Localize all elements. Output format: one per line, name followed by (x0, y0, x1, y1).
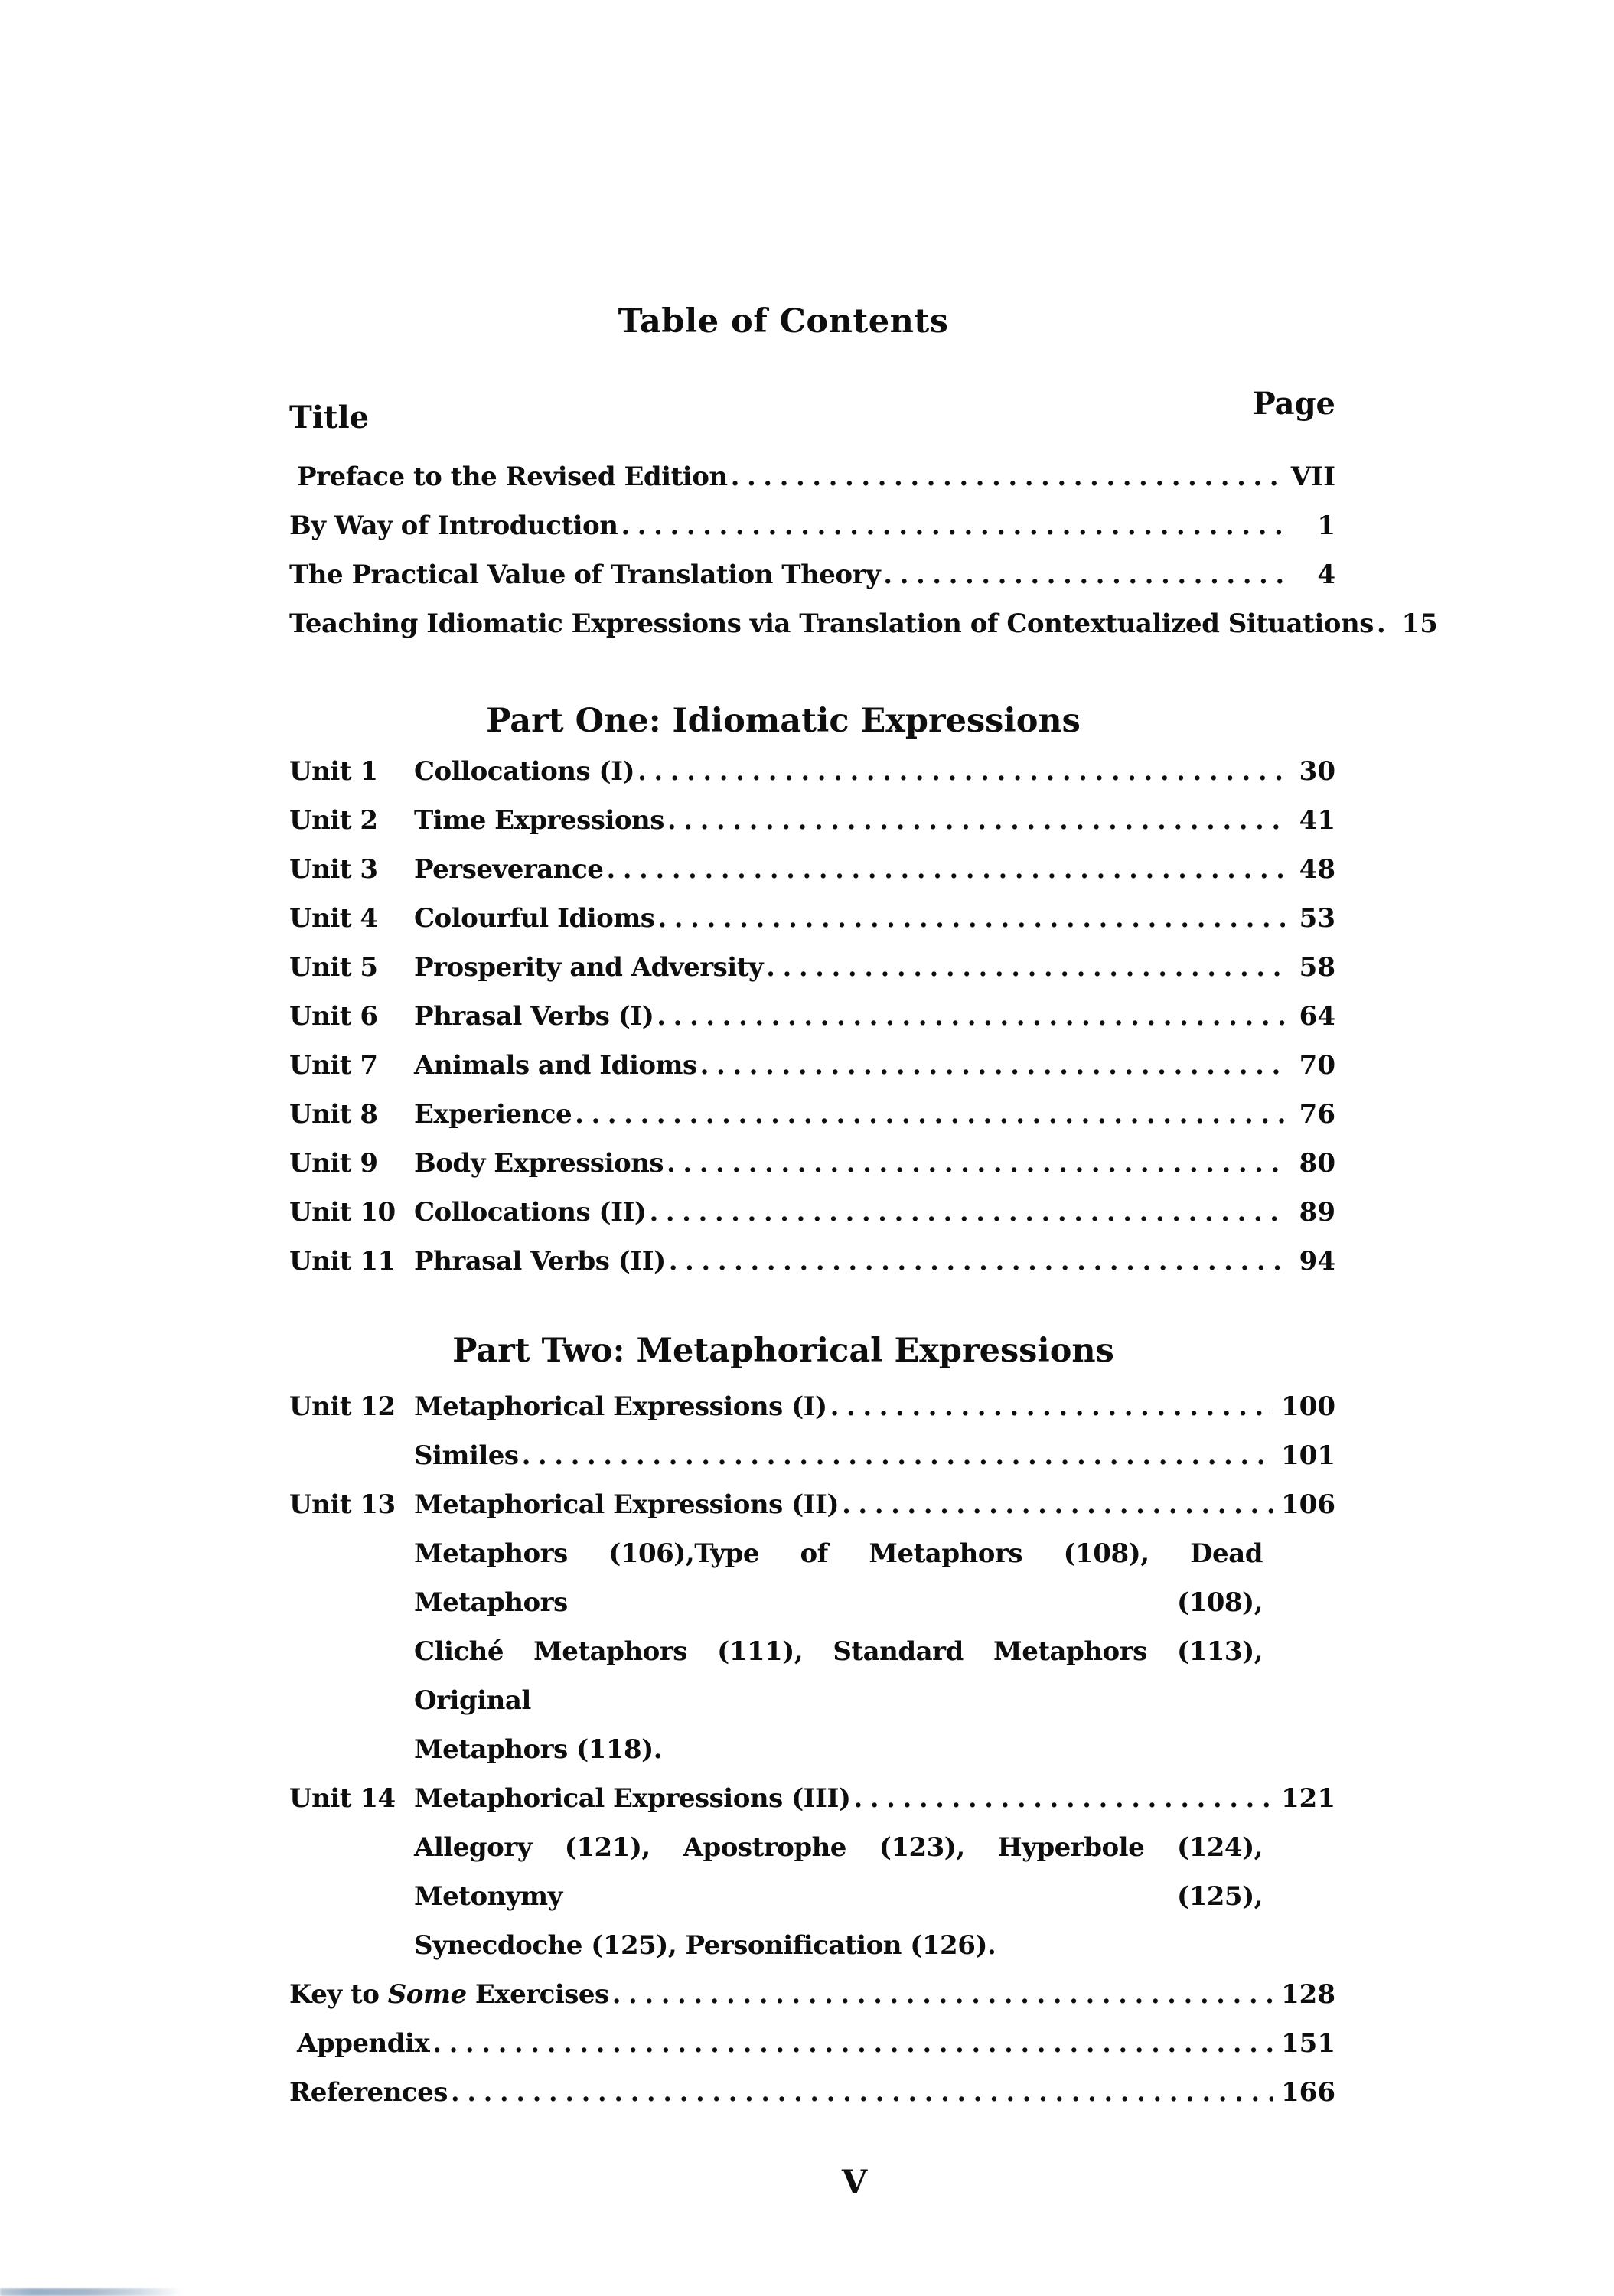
unit-label: Unit 10 (289, 1197, 396, 1228)
toc-row (289, 1431, 1335, 1480)
page-number: 121 (1281, 1783, 1335, 1814)
page-number: 101 (1281, 1440, 1335, 1471)
unit-label: Unit 12 (289, 1391, 396, 1422)
dot-leader (432, 2019, 1273, 2068)
toc-row (289, 894, 1335, 943)
toc-row (289, 845, 1335, 894)
unit-label: Unit 3 (289, 854, 378, 885)
row-label: Phrasal Verbs (I) (414, 1001, 654, 1032)
part-rows (289, 747, 1335, 1286)
page-number: 106 (1281, 1489, 1335, 1520)
toc-row (289, 1970, 1335, 2019)
page-number: 58 (1299, 952, 1335, 983)
row-label: Metaphorical Expressions (I) (414, 1391, 827, 1422)
toc-row (289, 747, 1335, 796)
toc-row (289, 599, 1438, 648)
row-label: The Practical Value of Translation Theory (289, 559, 881, 590)
dot-leader (1377, 599, 1387, 648)
row-label: Collocations (II) (414, 1197, 647, 1228)
toc-header-row (289, 386, 1335, 435)
toc-row (289, 1090, 1335, 1139)
description-line: Metaphors (118). (414, 1734, 663, 1765)
toc-row (289, 992, 1335, 1041)
page-number: 89 (1299, 1197, 1335, 1228)
row-label: Perseverance (414, 854, 604, 885)
unit-label: Unit 6 (289, 1001, 378, 1032)
unit-label: Unit 4 (289, 903, 378, 934)
toc-row (289, 1480, 1335, 1529)
unit-label: Unit 5 (289, 952, 378, 983)
page-number: 151 (1281, 2028, 1335, 2059)
dot-leader (853, 1774, 1273, 1823)
dot-leader (731, 452, 1283, 501)
toc-row (289, 943, 1335, 992)
description-line: Synecdoche (125), Personification (126). (414, 1930, 996, 1961)
page-number: 1 (1317, 510, 1335, 541)
toc-row (289, 1041, 1335, 1090)
page-number: 48 (1299, 854, 1335, 885)
page-number: 15 (1401, 608, 1438, 639)
dot-leader (842, 1480, 1273, 1529)
dot-leader (667, 796, 1285, 845)
row-label: Colourful Idioms (414, 903, 655, 934)
unit-label: Unit 2 (289, 805, 378, 836)
column-header-page: Page (1252, 386, 1335, 422)
unit-label: Unit 7 (289, 1050, 378, 1081)
page-number: 80 (1299, 1148, 1335, 1179)
part-heading: Part One: Idiomatic Expressions (486, 702, 1081, 740)
page-number: 4 (1317, 559, 1335, 590)
toc-row (289, 452, 1335, 501)
column-header-title: Title (289, 400, 370, 435)
dot-leader (700, 1041, 1285, 1090)
row-label: Teaching Idiomatic Expressions via Translation of Contextualized Situations (289, 608, 1374, 639)
dot-leader (612, 1970, 1273, 2019)
toc-row (289, 550, 1335, 599)
description-line: Allegory (121), Apostrophe (123), Hyperbole (124), Metonymy (125), (414, 1832, 1263, 1912)
toc-row (289, 2068, 1335, 2117)
dot-leader (830, 1382, 1273, 1431)
row-label: Experience (414, 1099, 572, 1130)
unit-label: Unit 11 (289, 1246, 396, 1277)
part-rows (289, 1382, 1335, 1970)
dot-leader (766, 943, 1285, 992)
dot-leader (575, 1090, 1285, 1139)
row-label: Collocations (I) (414, 756, 635, 787)
description-line: Cliché Metaphors (111), Standard Metaphors (113), Original (414, 1636, 1263, 1716)
dot-leader (522, 1431, 1273, 1480)
page-number: VII (1290, 461, 1335, 492)
page-number: 70 (1299, 1050, 1335, 1081)
page-title: Table of Contents (618, 302, 949, 341)
row-label: Preface to the Revised Edition (297, 461, 728, 492)
page-number: 41 (1299, 805, 1335, 836)
back-matter-list (289, 1970, 1335, 2117)
description (414, 1823, 1263, 1970)
row-label: Prosperity and Adversity (414, 952, 764, 983)
scan-edge-artifact (0, 2288, 182, 2296)
unit-label: Unit 1 (289, 756, 378, 787)
page-number: 76 (1299, 1099, 1335, 1130)
toc-row (289, 1139, 1335, 1188)
page-number: 64 (1299, 1001, 1335, 1032)
row-label: Appendix (297, 2028, 430, 2059)
toc-row (289, 796, 1335, 845)
toc-row (289, 1188, 1335, 1237)
row-label (289, 1970, 609, 2019)
dot-leader (637, 747, 1285, 796)
parts-container (289, 696, 1335, 1970)
row-label: Body Expressions (414, 1148, 664, 1179)
page-number: 166 (1281, 2077, 1335, 2108)
page-number: 100 (1281, 1391, 1335, 1422)
row-label: Animals and Idioms (414, 1050, 697, 1081)
text-block (289, 0, 1438, 2202)
dot-leader (649, 1188, 1285, 1237)
toc-row (289, 501, 1335, 550)
unit-label: Unit 9 (289, 1148, 378, 1179)
row-label: Metaphorical Expressions (III) (414, 1783, 851, 1814)
page-footer (331, 2164, 1378, 2201)
dot-leader (606, 845, 1285, 894)
unit-label: Unit 8 (289, 1099, 378, 1130)
description (414, 1529, 1263, 1774)
part-heading: Part Two: Metaphorical Expressions (452, 1332, 1114, 1370)
row-label: Similes (414, 1440, 519, 1471)
page-number: 53 (1299, 903, 1335, 934)
dot-leader (667, 1139, 1285, 1188)
unit-label: Unit 13 (289, 1489, 396, 1520)
dot-leader (669, 1237, 1285, 1286)
dot-leader (883, 550, 1285, 599)
row-label: Metaphorical Expressions (II) (414, 1489, 840, 1520)
row-label: Phrasal Verbs (II) (414, 1246, 666, 1277)
row-label: By Way of Introduction (289, 510, 618, 541)
dot-leader (657, 894, 1285, 943)
front-matter-list (289, 452, 1438, 648)
toc-row (289, 2019, 1335, 2068)
row-label: References (289, 2077, 448, 2108)
page-number: 128 (1281, 1979, 1335, 2010)
page-number-roman: V (841, 2164, 868, 2202)
page-number: 30 (1299, 756, 1335, 787)
toc-row (289, 1237, 1335, 1286)
toc-row (289, 1382, 1335, 1431)
description-line: Metaphors (106),Type of Metaphors (108), Dead Metaphors (108), (414, 1538, 1263, 1618)
dot-leader (621, 501, 1285, 550)
label-part: Exercises (466, 1979, 609, 2010)
unit-label: Unit 14 (289, 1783, 396, 1814)
row-label: Time Expressions (414, 805, 664, 836)
page-number: 94 (1299, 1246, 1335, 1277)
toc-row (289, 1774, 1335, 1823)
dot-leader (451, 2068, 1273, 2117)
label-part: Key to (289, 1979, 388, 2010)
label-part: Some (387, 1979, 467, 2010)
dot-leader (657, 992, 1285, 1041)
